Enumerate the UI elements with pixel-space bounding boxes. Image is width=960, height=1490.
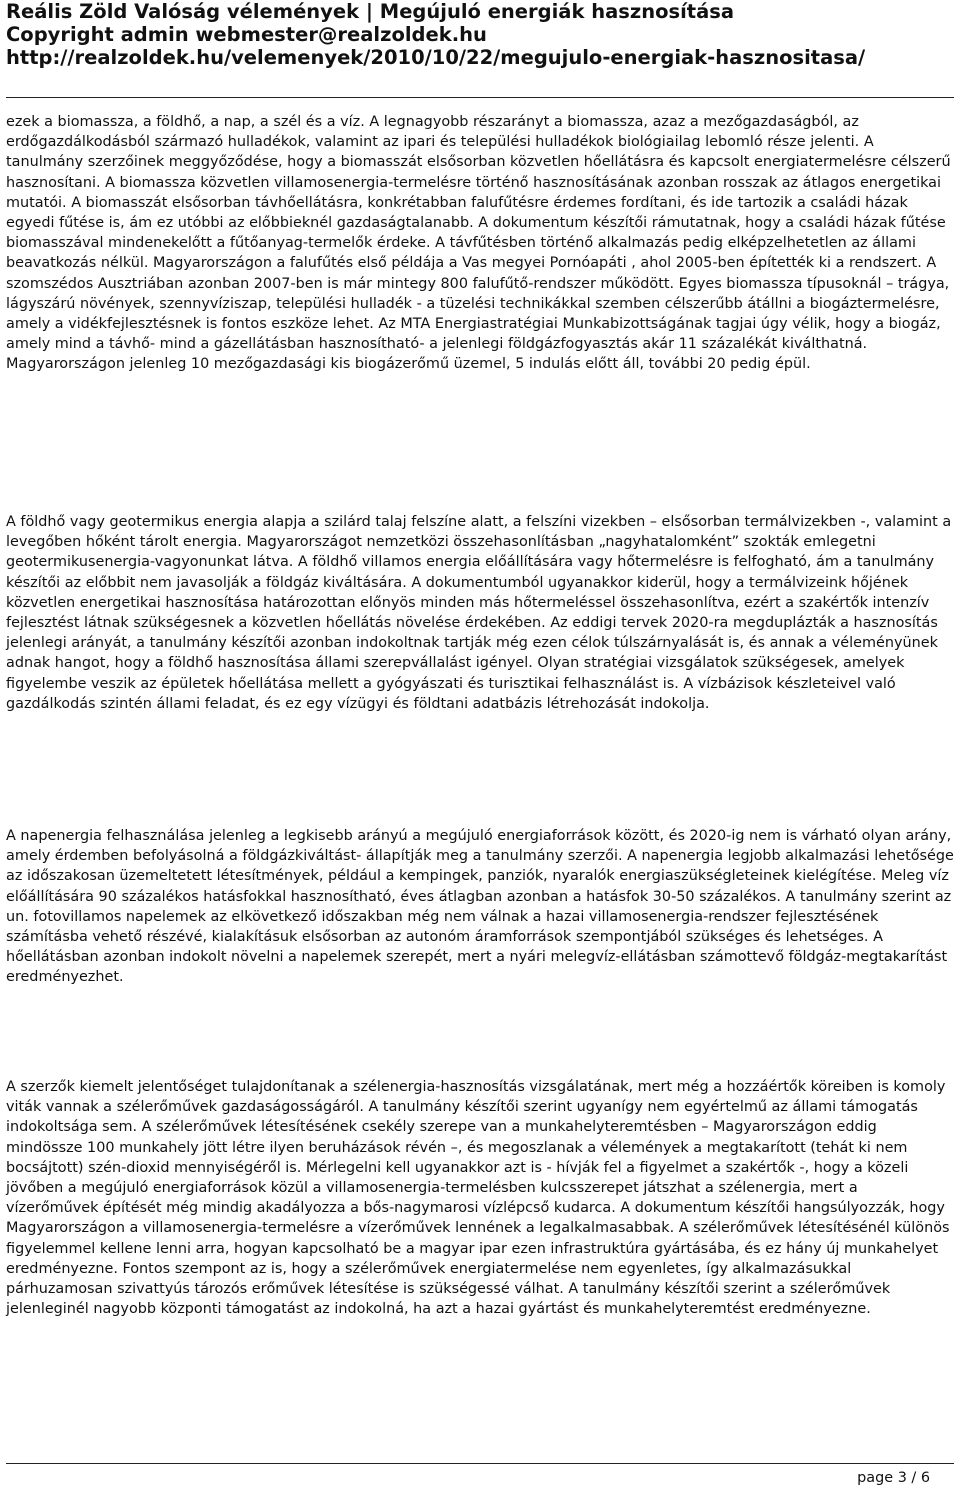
paragraph-biomass: ezek a biomassza, a földhő, a nap, a szél és a víz. A legnagyobb részarányt a biomassza, azaz a mezőgazdaságból, az erdőgazdálkodásból származó hulladékok, valamint az ipari és települési hulladékok biológiailag lebomló része jelenti. A tanulmány szerzőinek meggyőződése, hogy a biomasszát elsősorban közvetlen hőellátásra és kapcsolt energiatermelésre célszerű hasznosítani. A biomassza közvetlen villamosenergia-termelésre történő hasznosításának azonban rosszak az átlagos energetikai mutatói. A biomasszát elsősorban távhőellátásra, konkrétabban falufűtésre érdemes fordítani, és ide tartozik a családi házak egyedi fűtése is, ám ez utóbbi az előbbieknél gazdaságtalanabb. A dokumentum készítői rámutatnak, hogy a családi házak fűtése biomasszával mindenekelőtt a fűtőanyag-termelők érdeke. A távfűtésben történő alkalmazás pedig elképzelhetetlen az állami beavatkozás nélkül. Magyarországon a falufűtés első példája a Vas megyei Pornóapáti , ahol 2005-ben építették ki a rendszert. A szomszédos Ausztriában azonban 2007-ben is már mintegy 800 falufűtő-rendszer működött. Egyes biomassza típusoknál – trágya, lágyszárú növények, szennyvíziszap, települési hulladék - a tüzelési technikákkal szemben célszerűbb átállni a biogáztermelésre, amely a vidékfejlesztésnek is fontos eszköze lehet. Az MTA Energiastratégiai Munkabizottságának tagjai úgy vélik, hogy a biogáz, amely mind a távhő- mind a gázellátásban hasznosítható- a jelenlegi földgázfogyasztás akár 11 százalékát kiválthatná. Magyarországon jelenleg 10 mezőgazdasági kis biogázerőmű üzemel, 5 indulás előtt áll, további 20 pedig épül. [6, 114, 951, 373]
paragraph-wind: A szerzők kiemelt jelentőséget tulajdonítanak a szélenergia-hasznosítás vizsgálatának, mert még a hozzáértők köreiben is komoly viták vannak a szélerőművek gazdaságosságáról. A tanulmány készítői szerint ugyanígy nem egyértelmű az állami támogatás indokoltsága sem. A szélerőművek létesítésének csekély szerepe van a munkahelyteremtésben – Magyarországon eddig mindössze 100 munkahely jött létre ilyen beruházások révén –, és megoszlanak a vélemények a megtakarított (tehát ki nem bocsájtott) szén-dioxid mennyiségéről is. Mérlegelni kell ugyanakkor azt is - hívják fel a figyelmet a szakértők -, hogy a közeli jövőben a megújuló energiaforrások közül a villamosenergia-termelésben kulcsszerepet játszhat a szélenergia, mert a vízerőművek építését még mindig akadályozza a bős-nagymarosi vízlépcső kudarca. A dokumentum készítői hangsúlyozzák, hogy Magyarországon a villamosenergia-termelésre a vízerőművek lennének a legalkalmasabbak. A szélerőművek létesítésénél különös figyelemmel kellene lenni arra, hogyan kapcsolható be a magyar ipar ezen infrastruktúra gyártásába, és ez hány új munkahelyet eredményezne. Fontos szempont az is, hogy a szélerőművek energiatermelése nem egyenletes, így alkalmazásukkal párhuzamosan szivattyús tározós erőművek létesítése is szükségessé válhat. A tanulmány készítői szerint a szélerőművek jelenleginél nagyobb központi támogatást az indokolná, ha azt a hazai gyártást és munkahelyteremtést eredményezne. [6, 1079, 950, 1318]
paragraph-geothermal: A földhő vagy geotermikus energia alapja a szilárd talaj felszíne alatt, a felszíni vizekben – elsősorban termálvizekben -, valamint a levegőben hőként tárolt energia. Magyarországot nemzetközi összehasonlításban „nagyhatalomként” szokták emlegetni geotermikusenergia-vagyonunkat látva. A földhő villamos energia előállítására vagy hőtermelésre is felfogható, ám a tanulmány készítői az előbbit nem javasolják a földgáz kiváltására. A dokumentumból ugyanakkor kiderül, hogy a termálvizeink hőjének közvetlen energetikai hasznosítása határozottan előnyös minden más hőtermeléssel összehasonlítva, ezért a szakértők intenzív fejlesztést látnak szükségesnek a közvetlen hőellátás növelése érdekében. Az eddigi tervek 2020-ra megduplázták a hasznosítás jelenlegi arányát, a tanulmány készítői azonban indokoltnak tartják még ezen célok túlszárnyalását is, és annak a véleményünek adnak hangot, hogy a földhő hasznosítása állami szerepvállalást igényel. Olyan stratégiai vizsgálatok szükségesek, amelyek figyelembe veszik az épületek hőellátása mellett a gyógyászati és turisztikai felhasználást is. A vízbázisok készleteivel való gazdálkodás szintén állami feladat, és ez egy vízügyi és földtani adatbázis létrehozását indokolja. [6, 514, 952, 712]
paragraph-solar: A napenergia felhasználása jelenleg a legkisebb arányú a megújuló energiaforrások között, és 2020-ig nem is várható olyan arány, amely érdemben befolyásolná a földgázkiváltást- állapítják meg a tanulmány szerzői. A napenergia legjobb alkalmazási lehetősége az időszakosan üzemeltetett létesítmények, például a kempingek, panziók, nyaralók energiaszükségleteinek kielégítése. Meleg víz előállítására 90 százalékos hatásfokkal hasznosítható, éves átlagban azonban a hatásfok 30-50 százalékos. A tanulmány szerint az un. fotovillamos napelemek az elkövetkező időszakban még nem válnak a hazai villamosenergia-rendszer fejlesztésének számításba vehető részévé, kialakításuk elsősorban az autonóm áramforrások szempontjából szükséges és lehetséges. A hőellátásban azonban indokolt növelni a napelemek szerepét, mert a nyári melegvíz-ellátásban számottevő földgáz-megtakarítást eredményezhet. [6, 828, 954, 986]
document-header [6, 0, 954, 69]
footer-divider [6, 1463, 954, 1464]
header-divider [6, 97, 954, 98]
page-title: Reális Zöld Valóság vélemények | Megújuló energiák hasznosítása [6, 0, 735, 23]
source-url: http://realzoldek.hu/velemenyek/2010/10/22/megujulo-energiak-hasznositasa/ [6, 46, 866, 69]
copyright-line: Copyright admin webmester@realzoldek.hu [6, 23, 487, 46]
page-number: page 3 / 6 [857, 1470, 930, 1486]
